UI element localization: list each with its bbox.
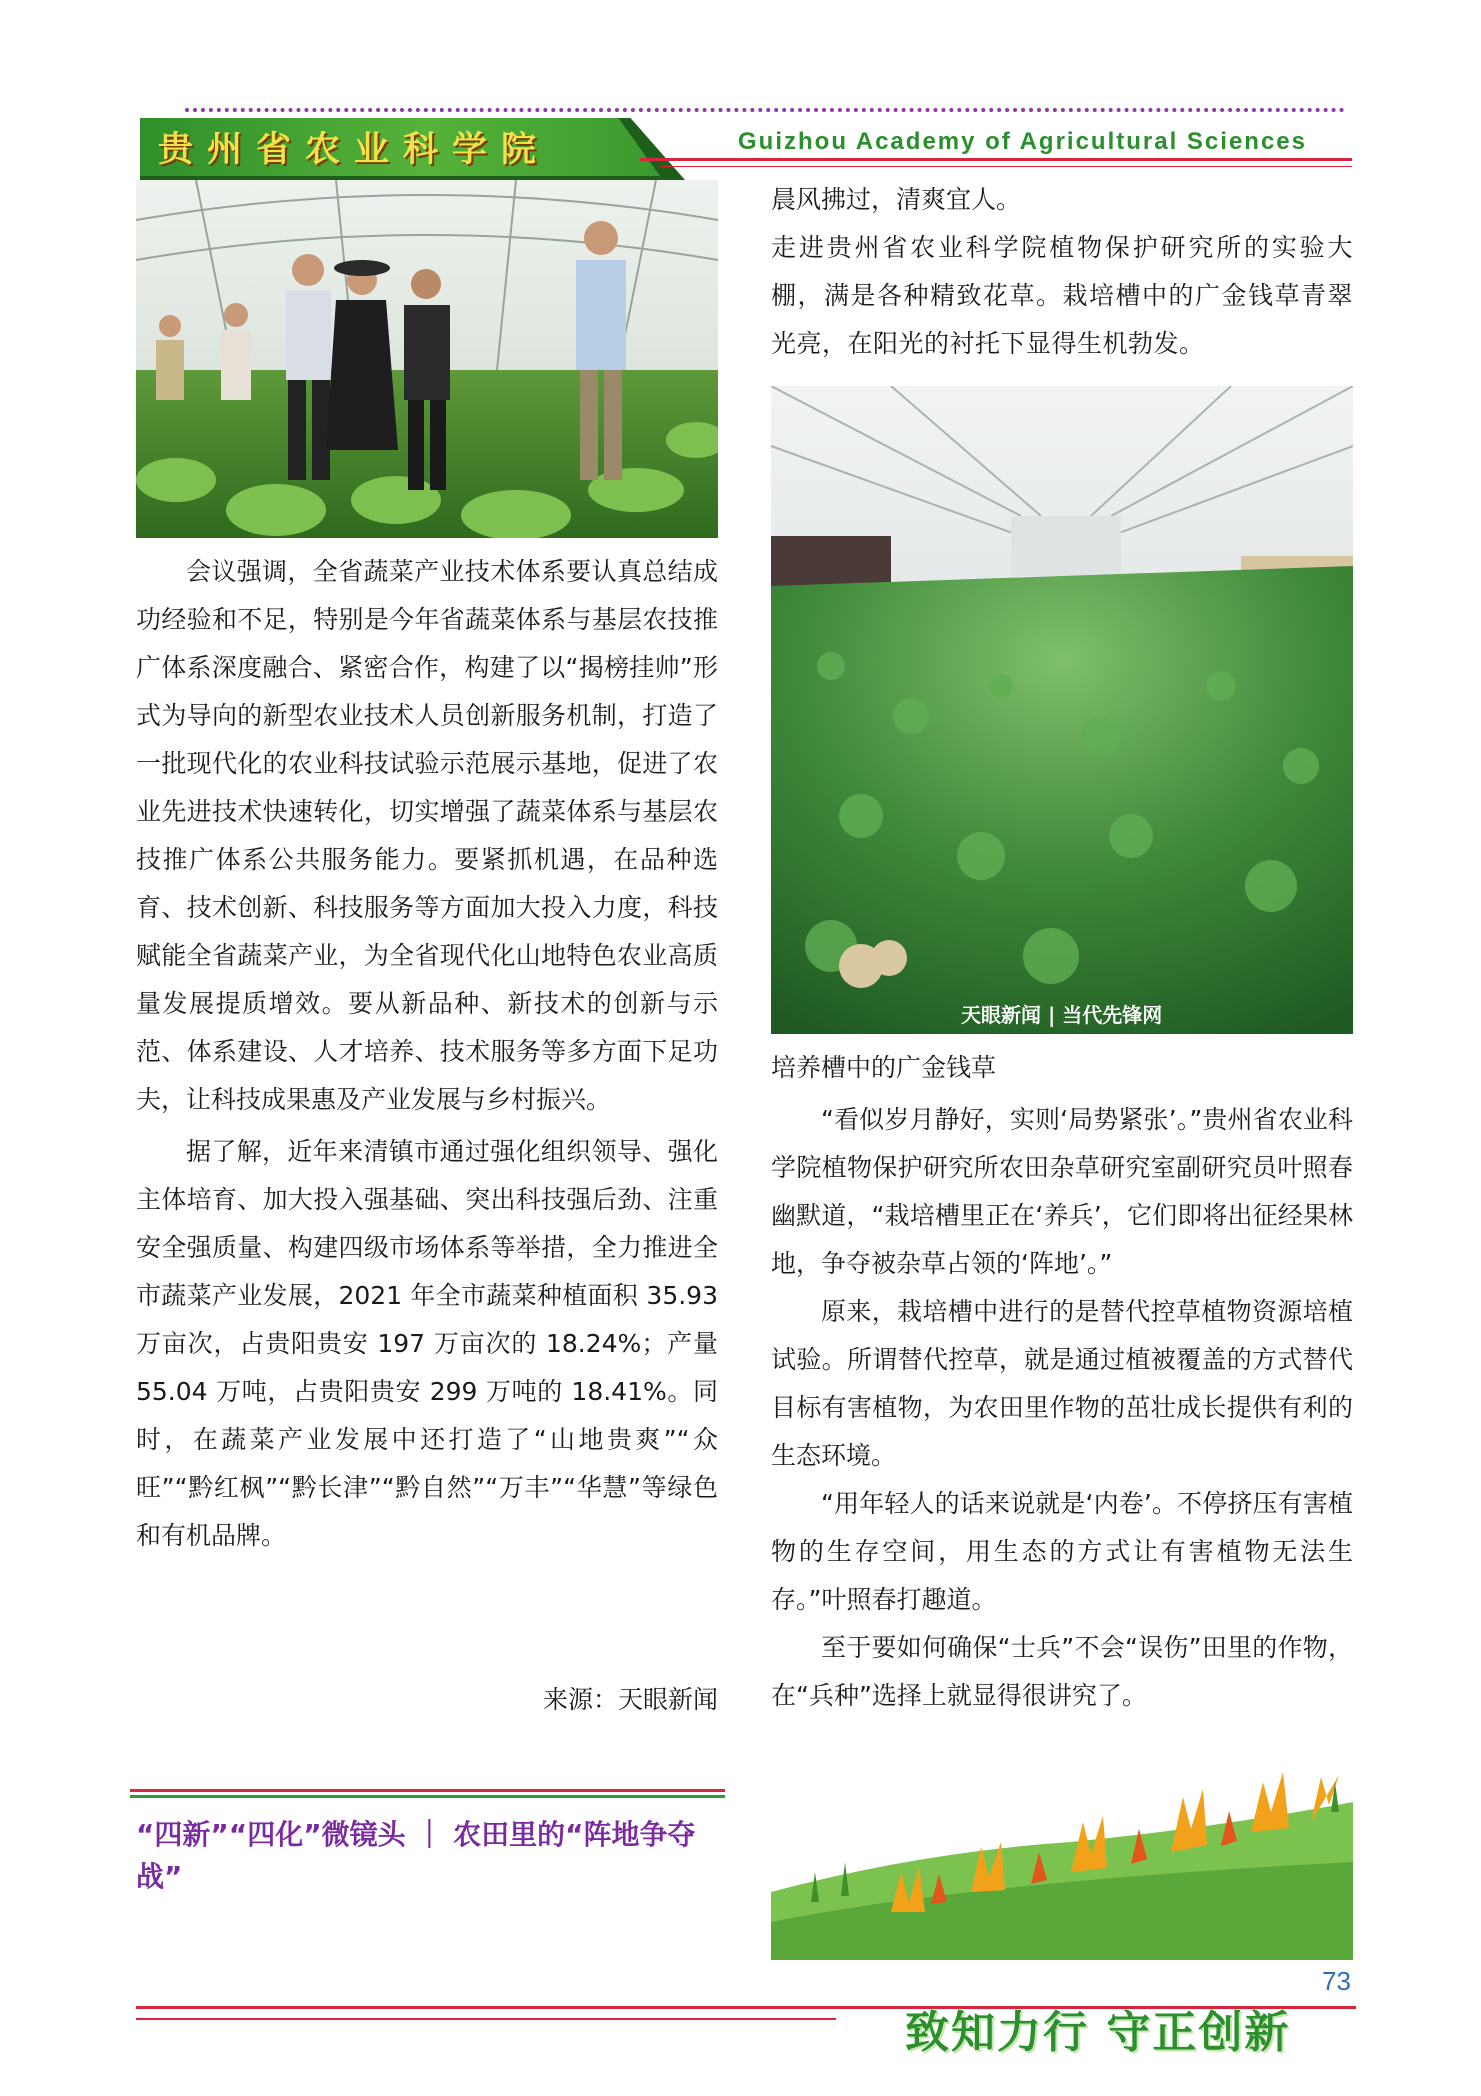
paragraph-conference: 会议强调，全省蔬菜产业技术体系要认真总结成功经验和不足，特别是今年省蔬菜体系与基层农技推广体系深度融合、紧密合作，构建了以“揭榜挂帅”形式为导向的新型农业技术人员创新服务机制，打造了一批现代化的农业科技试验示范展示基地，促进了农业先进技术快速转化，切实增强了蔬菜体系与基层农技推广体系公共服务能力。要紧抓机遇，在品种选育、技术创新、科技服务等方面加大投入力度，科技赋能全省蔬菜产业，为全省现代化山地特色农业高质量发展提质增效。要从新品种、新技术的创新与示范、体系建设、人才培养、技术服务等多方面下足功夫，让科技成果惠及产业发展与乡村振兴。	[136, 557, 718, 1114]
section-title: “四新”“四化”微镜头 ｜ 农田里的“阵地争夺战”	[136, 1818, 696, 1893]
photo-watermark: 天眼新闻 | 当代先锋网	[961, 1003, 1163, 1027]
section-red-rule	[130, 1789, 725, 1792]
header-dotted-rule	[185, 108, 1345, 112]
paragraph-qingzhen: 据了解，近年来清镇市通过强化组织领导、强化主体培育、加大投入强基础、突出科技强后劲、注重安全强质量、构建四级市场体系等举措，全力推进全市蔬菜产业发展，2021 年全市蔬菜种植面积 35.93 万亩次，占贵阳贵安 197 万亩次的 18.24%；产量 55.04 万吨，占贵阳贵安 299 万吨的 18.41%。同时，在蔬菜产业发展中还打造了“山地贵爽”“众旺”“黔红枫”“黔长津”“黔自然”“万丰”“华慧”等绿色和有机品牌。	[136, 1137, 718, 1550]
paragraph-substitution: 原来，栽培槽中进行的是替代控草植物资源培植试验。所谓替代控草，就是通过植被覆盖的方式替代目标有害植物，为农田里作物的茁壮成长提供有利的生态环境。	[771, 1297, 1353, 1470]
footer-red-rule-thin	[136, 2018, 836, 2020]
page-number: 73	[1322, 1966, 1351, 1996]
paragraph-greenhouse-walk: 走进贵州省农业科学院植物保护研究所的实验大棚，满是各种精致花草。栽培槽中的广金钱草青翠光亮，在阳光的衬托下显得生机勃发。	[771, 233, 1353, 358]
header-red-rule-thin	[660, 166, 1352, 167]
header-org-name-en: Guizhou Academy of Agricultural Sciences	[738, 128, 1307, 155]
source-credit: 来源：天眼新闻	[542, 1685, 718, 1714]
left-body-text	[136, 548, 718, 1560]
header-org-name-cn: 贵州省农业科学院	[158, 130, 551, 170]
field-illustration	[771, 1772, 1353, 1960]
right-body-text	[771, 1096, 1353, 1720]
paragraph-soldier: 至于要如何确保“士兵”不会“误伤”田里的作物，在“兵种”选择上就显得很讲究了。	[771, 1633, 1353, 1710]
greenhouse-visit-photo	[136, 180, 718, 538]
footer-slogan: 致知力行 守正创新	[905, 2007, 1291, 2058]
right-intro-text	[771, 176, 1353, 368]
cultivation-trough-photo	[771, 386, 1353, 1034]
paragraph-quote-ye: “看似岁月静好，实则‘局势紧张’。”贵州省农业科学院植物保护研究所农田杂草研究室副研究员叶照春幽默道，“栽培槽里正在‘养兵’，它们即将出征经果林地，争夺被杂草占领的‘阵地’。”	[771, 1105, 1353, 1278]
header-red-rule	[640, 158, 1352, 161]
paragraph-involution: “用年轻人的话来说就是‘内卷’。不停挤压有害植物的生存空间，用生态的方式让有害植物无法生存。”叶照春打趣道。	[771, 1489, 1353, 1614]
photo-caption: 培养槽中的广金钱草	[771, 1053, 997, 1082]
paragraph-morning: 晨风拂过，清爽宜人。	[771, 185, 1022, 214]
section-green-rule	[130, 1795, 725, 1798]
